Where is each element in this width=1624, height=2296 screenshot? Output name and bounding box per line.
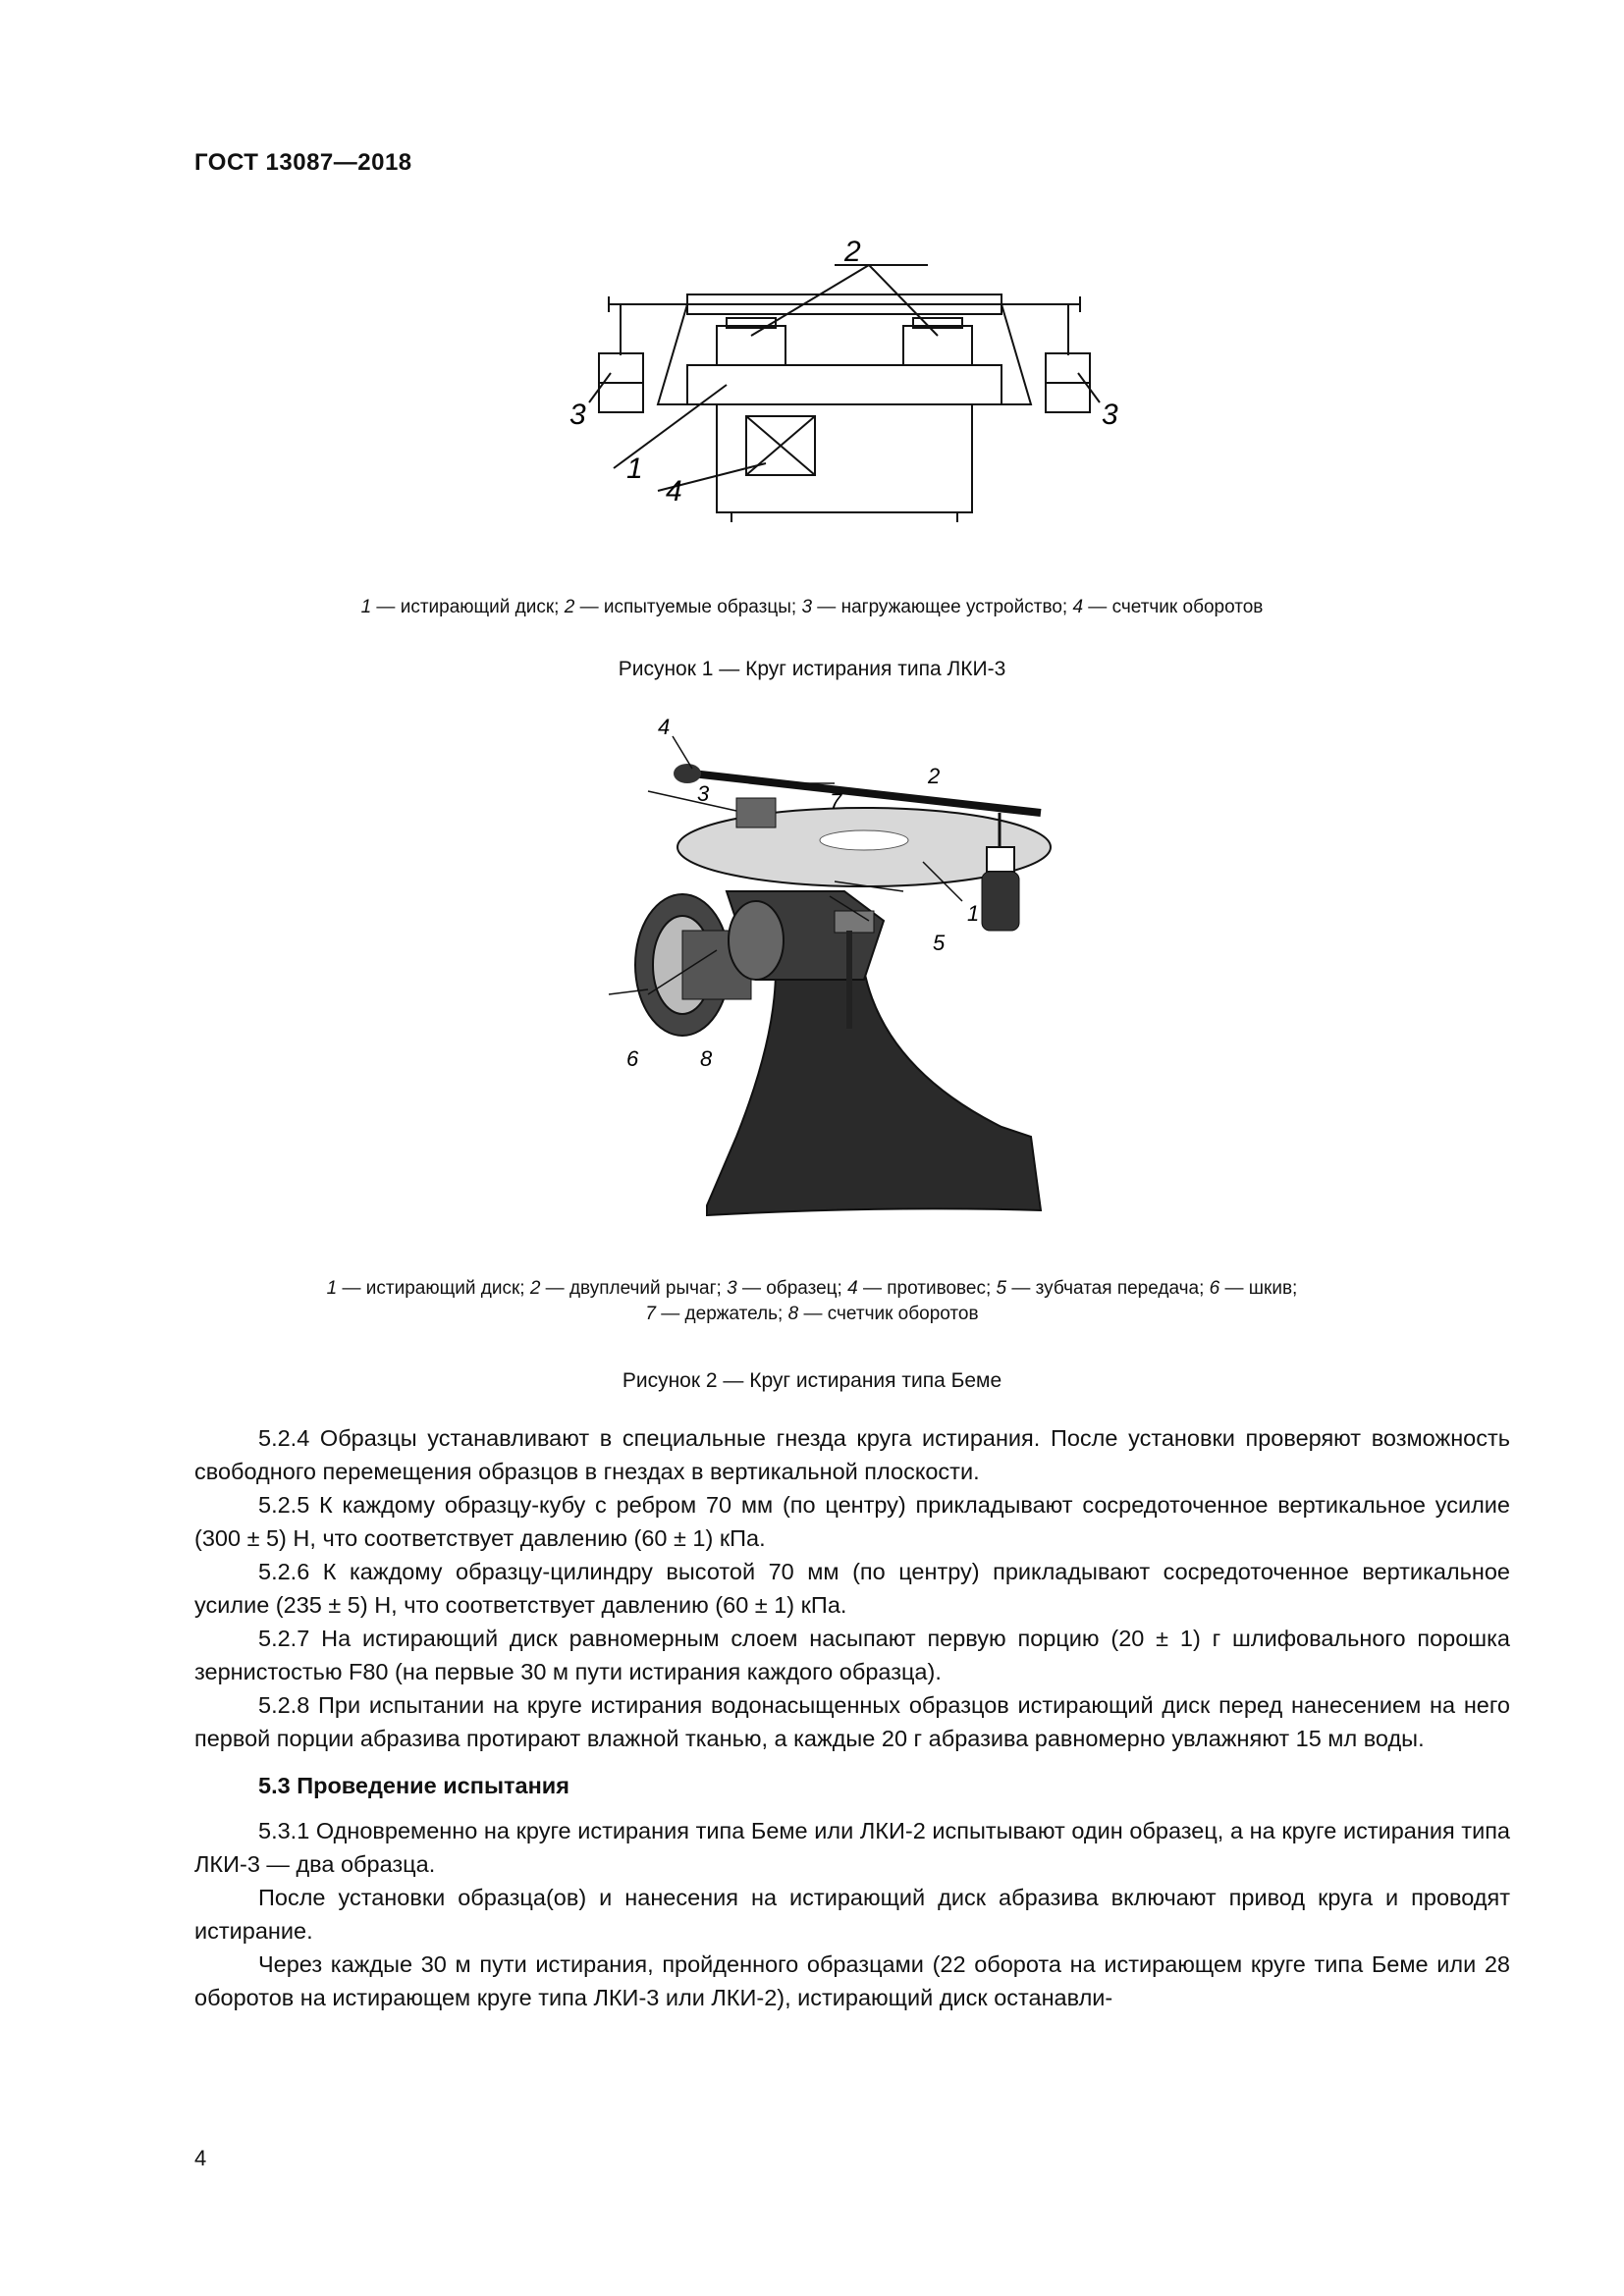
paragraph-5-3-1-c: Через каждые 30 м пути истирания, пройденного образцами (22 оборота на истирающем круге типа Беме или 28 оборотов на истирающем круге типа ЛКИ-3 или ЛКИ-2), истирающий диск останавли-	[194, 1951, 1510, 2010]
fig1-label-1: 1	[626, 453, 643, 485]
fig2-label-5: 5	[933, 931, 946, 955]
paragraph-5-2-4: 5.2.4 Образцы устанавливают в специальные гнезда круга истирания. После установки проверяют возможность свободного перемещения образцов в гнездах в вертикальной плоскости.	[194, 1425, 1510, 1484]
paragraph-5-2-7: 5.2.7 На истирающий диск равномерным слоем насыпают первую порцию (20 ± 1) г шлифовального порошка зернистостью F80 (на первые 30 м пути истирания каждого образца).	[194, 1626, 1510, 1684]
fig2-label-8: 8	[700, 1046, 713, 1071]
body-text	[194, 1421, 1510, 2014]
fig1-label-4: 4	[666, 475, 682, 507]
paragraph-5-2-6: 5.2.6 К каждому образцу-цилиндру высотой 70 мм (по центру) прикладывают сосредоточенное вертикальное усилие (235 ± 5) Н, что соответствует давлению (60 ± 1) кПа.	[194, 1559, 1510, 1618]
paragraph-5-2-5: 5.2.5 К каждому образцу-кубу с ребром 70 мм (по центру) прикладывают сосредоточенное вертикальное усилие (300 ± 5) Н, что соответствует давлению (60 ± 1) кПа.	[194, 1492, 1510, 1551]
fig1-label-3-right: 3	[1102, 399, 1118, 431]
fig1-label-3-left: 3	[569, 399, 586, 431]
figure-2-legend-line-1: 1 — истирающий диск; 2 — двуплечий рычаг; 3 — образец; 4 — противовес; 5 — зубчатая передача; 6 — шкив;	[326, 1278, 1298, 1299]
figure-1-drawing	[550, 228, 1139, 561]
figure-1-legend: 1 — истирающий диск; 2 — испытуемые образцы; 3 — нагружающее устройство; 4 — счетчик оборотов	[360, 597, 1264, 617]
document-header: ГОСТ 13087—2018	[194, 149, 412, 176]
paragraph-5-3-1-b: После установки образца(ов) и нанесения на истирающий диск абразива включают привод круга и проводят истирание.	[194, 1885, 1510, 1944]
fig2-label-6: 6	[626, 1046, 639, 1071]
paragraph-5-2-8: 5.2.8 При испытании на круге истирания водонасыщенных образцов истирающий диск перед нанесением на него первой порции абразива протирают влажной тканью, а каждые 20 г абразива равномерно увлажняют 15 мл воды.	[194, 1692, 1510, 1751]
fig2-label-2: 2	[928, 764, 941, 788]
figure-2-legend	[196, 1276, 1428, 1327]
figure-2-drawing	[589, 715, 1119, 1245]
fig2-label-3: 3	[697, 781, 710, 806]
paragraph-5-3-1: 5.3.1 Одновременно на круге истирания типа Беме или ЛКИ-2 испытывают один образец, а на круге истирания типа ЛКИ-3 — два образца.	[194, 1818, 1510, 1877]
fig2-label-4: 4	[658, 715, 671, 739]
figure-2-caption: Рисунок 2 — Круг истирания типа Беме	[622, 1369, 1002, 1392]
page-number: 4	[194, 2146, 207, 2170]
figure-2-legend-line-2: 7 — держатель; 8 — счетчик оборотов	[645, 1304, 979, 1324]
fig2-label-7: 7	[830, 789, 842, 814]
section-heading-5-3: 5.3 Проведение испытания	[258, 1773, 569, 1798]
figure-1-caption: Рисунок 1 — Круг истирания типа ЛКИ-3	[618, 658, 1006, 680]
fig1-label-2: 2	[844, 236, 861, 268]
fig2-label-1: 1	[967, 901, 980, 926]
